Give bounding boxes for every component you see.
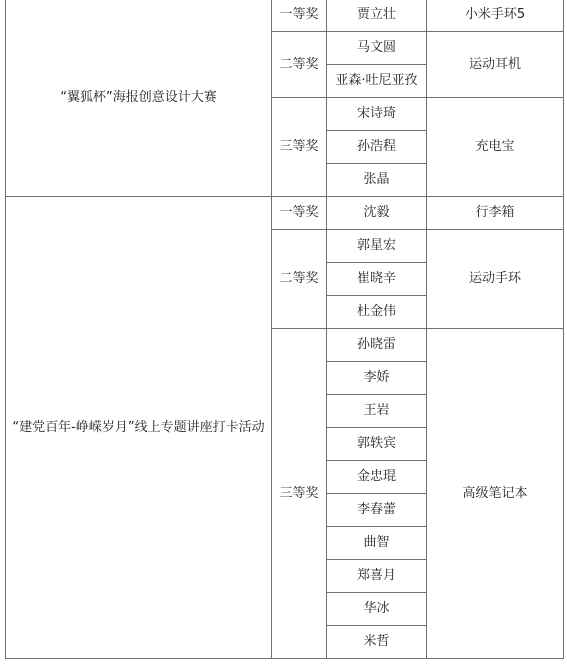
prize-name: 运动耳机: [427, 32, 564, 98]
winner-name: 华冰: [327, 593, 427, 626]
winner-name: 郑喜月: [327, 560, 427, 593]
winner-name: 马文圆: [327, 32, 427, 65]
winner-name: 亚森·吐尼亚孜: [327, 65, 427, 98]
table-row: [6, 197, 564, 230]
award-level: 一等奖: [272, 0, 327, 32]
award-level: 三等奖: [272, 98, 327, 197]
winner-name: 米哲: [327, 626, 427, 659]
winner-name: 杜金伟: [327, 296, 427, 329]
winner-name: 王岩: [327, 395, 427, 428]
award-level: 一等奖: [272, 197, 327, 230]
prize-name: 行李箱: [427, 197, 564, 230]
award-level: 三等奖: [272, 329, 327, 659]
winner-name: 张晶: [327, 164, 427, 197]
winner-name: 宋诗琦: [327, 98, 427, 131]
winner-name: 沈毅: [327, 197, 427, 230]
winner-name: 崔晓辛: [327, 263, 427, 296]
award-level: 二等奖: [272, 32, 327, 98]
winner-name: 郭星宏: [327, 230, 427, 263]
winner-name: 李春蕾: [327, 494, 427, 527]
table-row: [6, 0, 564, 32]
winner-name: 孙晓雷: [327, 329, 427, 362]
winner-name: 贾立壮: [327, 0, 427, 32]
winner-name: 金忠琨: [327, 461, 427, 494]
prize-name: 运动手环: [427, 230, 564, 329]
event-name: “建党百年-峥嵘岁月”线上专题讲座打卡活动: [6, 197, 272, 659]
prize-name: 充电宝: [427, 98, 564, 197]
prize-name: 高级笔记本: [427, 329, 564, 659]
winner-name: 郭轶宾: [327, 428, 427, 461]
winner-name: 孙浩程: [327, 131, 427, 164]
winner-name: 李娇: [327, 362, 427, 395]
awards-table: [5, 0, 564, 659]
prize-name: 小米手环5: [427, 0, 564, 32]
winner-name: 曲智: [327, 527, 427, 560]
award-level: 二等奖: [272, 230, 327, 329]
event-name: “翼狐杯”海报创意设计大赛: [6, 0, 272, 197]
